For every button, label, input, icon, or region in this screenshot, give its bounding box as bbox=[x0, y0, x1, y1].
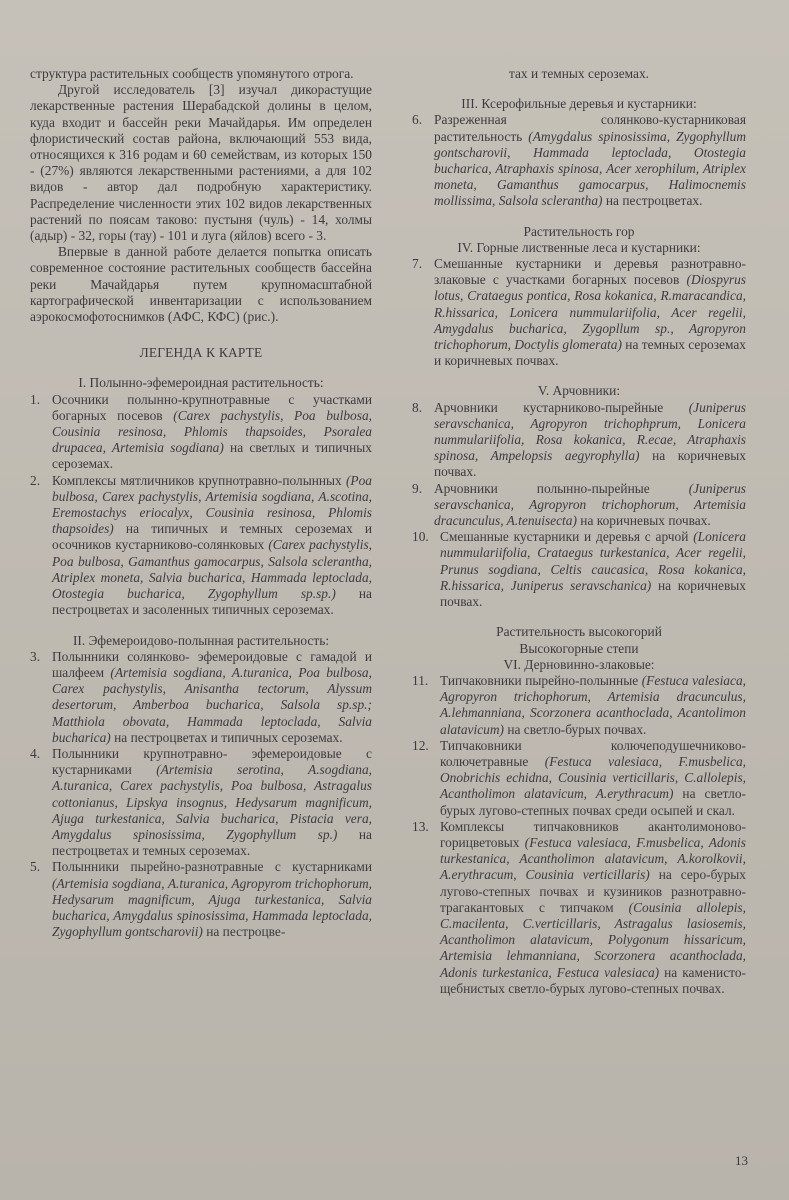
paragraph-continuation: структура растительных сообществ упомянутого отрога. bbox=[30, 66, 354, 81]
item-text-plain: на пестроцветах. bbox=[602, 193, 703, 209]
item-species-list: (Cousinia allolepis, C.macilenta, C.verticillaris, Astragalus lasiosemis, Acantholimon alatavicum, Polygonum hissaricum, Artemisia lehmanniana, Scorzonera acanthoclada, Adonis turkestanica, Festuca valesiaca) bbox=[440, 899, 746, 980]
legend-item-5 bbox=[30, 859, 372, 940]
item-text-plain: на светлых и типичных сероземах. bbox=[52, 440, 372, 472]
item-text-plain: Арчовники полынно-пырейные bbox=[434, 480, 689, 496]
item-text-plain: на пестроцве- bbox=[202, 924, 286, 940]
legend-item-text bbox=[440, 529, 746, 610]
legend-item-text bbox=[434, 481, 746, 530]
highland-steppes-subtitle: Высокогорные степи bbox=[519, 640, 639, 656]
item-species-list: (Amygdalus spinosissima, Zygophyllum gontscharovii, Hammada leptoclada, Otostegia bucharica, Atraphaxis spinosa, Acer xerophilum, Atriplex moneta, Gamanthus gamocarpus, Halimocnemis mollissima, Salsola sclerantha) bbox=[434, 128, 746, 209]
item-species-list: (Festuca valesiaca, F.musbelica, Adonis turkestanica, Acantholimon alatavicum, A.korolkovii, A.erythracum, Cousinia verticillaris) bbox=[440, 834, 746, 883]
item-text-plain: Полынники пырейно-разнотравные с кустарниками bbox=[52, 859, 372, 875]
item-species-list: (Poa bulbosa, Carex pachystylis, Artemisia sogdiana, A.scotina, Eremostachys eriocalyx, Cousinia resinosa, Phlomis thapsoides) bbox=[52, 472, 372, 537]
legend-item-10 bbox=[412, 529, 746, 610]
item-species-list: (Festuca valesiaca, Agropyron trichophorum, Artemisia dracunculus, A.lehmanniana, Scorzonera acanthoclada, Acantolimon alatavicum) bbox=[440, 672, 746, 737]
legend-item-text bbox=[434, 400, 746, 481]
legend-item-number: 6. bbox=[412, 112, 423, 128]
item-text-plain: Типчаковники колючеподушечниково-колючетравные bbox=[440, 737, 746, 769]
item-text-plain: на темных сероземах и коричневых почвах. bbox=[434, 337, 746, 369]
legend-item-text bbox=[440, 819, 746, 997]
item-text-plain: Типчаковники пырейно-полынные bbox=[440, 672, 642, 688]
item-text-plain: Комплексы типчаковников акантолимоново-горицветовых bbox=[440, 818, 746, 850]
section-title-4: IV. Горные лиственные леса и кустарники: bbox=[457, 239, 701, 255]
legend-item-number: 1. bbox=[30, 391, 41, 407]
paragraph-first-attempt: Впервые в данной работе делается попытка описать современное состояние растительных сообществ бассейна реки Мачайдарья путем крупномасштабной картографической инвентаризации с использованием аэрокосмофотоснимков (АФС, КФС) (рис.). bbox=[30, 244, 372, 325]
item-species-list: (Juniperus seravschanica, Agropyron trichophorum, Artemisia dracunculus, A.tenuisecta) bbox=[434, 480, 746, 529]
legend-item-number: 2. bbox=[30, 472, 41, 488]
item-species-list: (Artemisia serotina, A.sogdiana, A.turanica, Carex pachystylis, Poa bulbosa, Astragalus cottonianus, Lipskya insognus, Hedysarum magnificum, Ajuga turkestanica, Salvia bucharica, Pistacia vera, Amygdalus spinosissima, Zygophyllum sp.) bbox=[52, 762, 372, 842]
legend-item-text bbox=[434, 112, 746, 209]
continuation-line: тах и темных сероземах. bbox=[508, 66, 650, 81]
item-text-plain: на светло-бурых почвах. bbox=[503, 721, 647, 737]
section-title-3: III. Ксерофильные деревья и кустарники: bbox=[461, 96, 697, 112]
item-text-plain: Полынники крупнотравно- эфемероидовые с кустарниками bbox=[52, 745, 372, 778]
legend-item-number: 8. bbox=[412, 399, 423, 415]
section-title-2: II. Эфемероидово-полынная растительность: bbox=[72, 632, 330, 648]
item-text-plain: Арчовники кустарниково-пырейные bbox=[434, 399, 689, 415]
legend-item-7 bbox=[412, 256, 746, 369]
item-text-plain: на типичных и темных сероземах и осочников кустарниково-солянковых bbox=[52, 521, 372, 553]
highland-vegetation-title: Растительность высокогорий bbox=[496, 624, 662, 640]
item-species-list: (Lonicera nummulariifolia, Crataegus turkestanica, Acer regelii, Prunus sogdiana, Celtis caucasica, Rosa kokanica, R.hissarica, Juniperus seravschanica) bbox=[440, 529, 746, 593]
item-text-plain: на пестроцветах и засоленных типичных сероземах. bbox=[52, 586, 372, 618]
legend-item-text bbox=[52, 859, 372, 940]
legend-item-number: 3. bbox=[30, 648, 41, 664]
item-species-list: (Festuca valesiaca, F.musbelica, Onobrichis echidna, Cousinia verticillaris, C.allolepis, Acantholimon alatavicum, A.erythracum) bbox=[440, 753, 746, 802]
item-text-plain: Смешанные кустарники и деревья с арчой bbox=[440, 529, 694, 545]
legend-item-text bbox=[434, 256, 746, 369]
legend-item-text bbox=[52, 392, 372, 473]
item-text-plain: на пестроцветах и темных сероземах. bbox=[52, 826, 372, 859]
legend-item-number: 11. bbox=[412, 672, 429, 688]
legend-item-number: 4. bbox=[30, 745, 41, 761]
item-species-list: (Carex pachystylis, Poa bulbosa, Gamanthus gamocarpus, Salsola sclerantha, Atriplex moneta, Salvia bucharica, Hammada leptoclada, Otostegia bucharica, Zygophyllum sp.sp.) bbox=[52, 537, 373, 602]
page-number: 13 bbox=[735, 1153, 748, 1168]
legend-item-11 bbox=[412, 673, 746, 738]
legend-item-number: 13. bbox=[412, 818, 429, 834]
legend-item-9 bbox=[412, 481, 746, 530]
item-text-plain: Разреженная солянково-кустарниковая растительность bbox=[434, 112, 746, 144]
legend-item-12 bbox=[412, 738, 746, 819]
item-text-plain: на коричневых почвах. bbox=[440, 577, 746, 610]
mountain-vegetation-title: Растительность гор bbox=[523, 223, 635, 239]
item-text-plain: Смешанные кустарники и деревья разнотравно-злаковые с участками богарных посевов bbox=[434, 256, 746, 288]
item-species-list: (Artemisia sogdiana, A.turanica, Agropyrom trichophorum, Hedysarum magnificum, Ajuga turkestanica, Salvia bucharica, Amygdalus spinosissima, Hammada leptoclada, Zygophyllum gontscharovii) bbox=[52, 875, 372, 940]
item-text-plain: на каменисто-щебнистых светло-бурых лугово-степных почвах. bbox=[440, 964, 747, 996]
legend-item-text bbox=[52, 473, 372, 619]
legend-item-number: 5. bbox=[30, 859, 41, 875]
section-title-5: V. Арчовники: bbox=[537, 383, 621, 399]
left-column bbox=[30, 66, 372, 940]
item-text-plain: на пестроцветах и типичных сероземах. bbox=[110, 729, 343, 745]
item-text-plain: Осочники полынно-крупнотравные с участками богарных посевов bbox=[52, 391, 372, 423]
legend-item-number: 12. bbox=[412, 737, 429, 753]
legend-item-text bbox=[440, 673, 746, 738]
legend-item-4 bbox=[30, 746, 372, 859]
legend-item-2 bbox=[30, 473, 372, 619]
legend-item-6 bbox=[412, 112, 746, 209]
legend-item-number: 10. bbox=[412, 529, 429, 545]
item-species-list: (Artemisia sogdiana, A.turanica, Poa bulbosa, Carex pachystylis, Anisantha tectorum, Alyssum desertorum, Amberboa bucharica, Salsola sp.sp.; Matthiola obovata, Hammada leptoclada, Salvia bucharica) bbox=[52, 664, 372, 745]
item-text-plain: Полынники солянково- эфемероидовые с гамадой и шалфеем bbox=[52, 648, 372, 680]
legend-item-8 bbox=[412, 400, 746, 481]
legend-item-text bbox=[52, 746, 372, 859]
item-species-list: (Carex pachystylis, Poa bulbosa, Cousinia resinosa, Phlomis thapsoides, Psoralea drupacea, Artemisia sogdiana) bbox=[52, 407, 372, 456]
section-title-6: VI. Дерновинно-злаковые: bbox=[503, 656, 655, 672]
item-text-plain: на серо-бурых лугово-степных почвах и кузиников разнотравно-трагакантовых с типчаком bbox=[440, 867, 747, 915]
legend-item-text bbox=[52, 649, 372, 746]
legend-item-text bbox=[440, 738, 746, 819]
section-title-1: I. Полынно-эфемероидная растительность: bbox=[78, 375, 324, 391]
item-species-list: (Juniperus seravschanica, Agropyron trichophprum, Lonicera nummulariifolia, Rosa kokanica, R.ecae, Atraphaxis spinosa, Ampelopsis aegyrophylla) bbox=[434, 399, 746, 464]
legend-item-number: 7. bbox=[412, 256, 423, 272]
legend-title: ЛЕГЕНДА К КАРТЕ bbox=[139, 345, 263, 361]
item-text-plain: на светло-бурых лугово-степных почвах среди осыпей и скал. bbox=[440, 786, 746, 818]
legend-item-number: 9. bbox=[412, 480, 423, 496]
item-text-plain: на коричневых почвах. bbox=[434, 448, 746, 480]
right-column bbox=[412, 66, 746, 997]
item-text-plain: на коричневых почвах. bbox=[576, 513, 711, 529]
legend-item-3 bbox=[30, 649, 372, 746]
legend-item-1 bbox=[30, 392, 372, 473]
item-species-list: (Diospyrus lotus, Crataegus pontica, Rosa kokanica, R.maracandica, R.hissarica, Lonicera nummulariifolia, Acer regelii, Amygdalus bucharica, Zygopllum sp., Agropyron trichophorum, Doctylis glomerata) bbox=[434, 272, 746, 353]
item-text-plain: Комплексы мятличников крупнотравно-полынных bbox=[52, 472, 346, 488]
paragraph-other-researcher: Другой исследователь [3] изучал дикорастущие лекарственные растения Шерабадской долины в целом, куда входит и бассейн реки Мачайдарья. Им определен флористический состав района, включающий 553 вида, относящихся к 316 родам и 60 семействам, из которых 150 - (27%) являются лекарственными растениями, а для 102 видов - автор дал подробную характеристику. Распределение численности этих 102 видов лекарственных растений по поясам таково: пустыня (чуль) - 14, холмы (адыр) - 32, горы (тау) - 101 и луга (яйлов) всего - 3. bbox=[30, 82, 372, 244]
legend-item-13 bbox=[412, 819, 746, 997]
